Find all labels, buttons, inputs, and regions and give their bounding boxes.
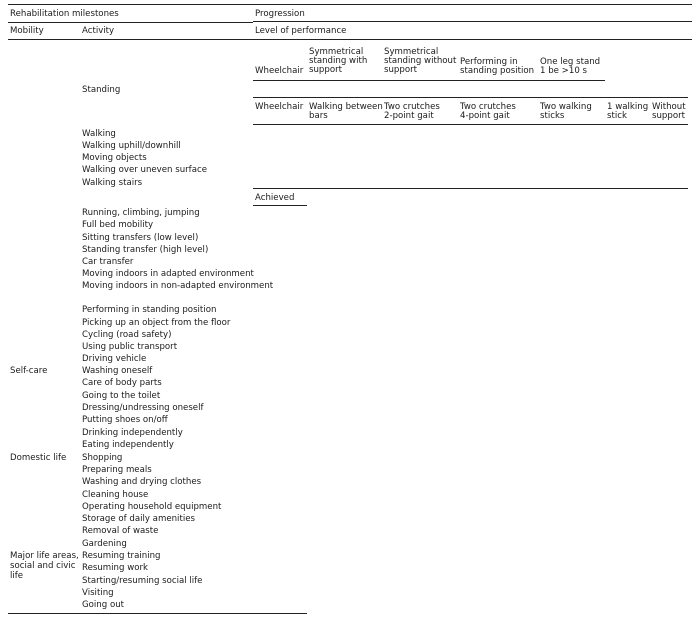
activity-dressing: Dressing/undressing oneself xyxy=(82,403,204,413)
standing-level-wheelchair: Wheelchair xyxy=(255,66,304,76)
walking-level-no-support: Without support xyxy=(652,102,686,122)
activity-eating: Eating independently xyxy=(82,440,174,450)
activity-indoors-adapted: Moving indoors in adapted environment xyxy=(82,269,254,279)
category-domestic: Domestic life xyxy=(10,453,67,463)
table-top-rule xyxy=(8,4,692,5)
activity-bed-mobility: Full bed mobility xyxy=(82,220,154,230)
achieved-rule xyxy=(253,205,307,206)
activity-public-transport: Using public transport xyxy=(82,342,178,352)
mobility-header: Mobility xyxy=(10,26,44,36)
standing-rule xyxy=(253,80,605,81)
activity-work: Resuming work xyxy=(82,563,148,573)
standing-level-without-support: Symmetrical standing without support xyxy=(384,47,457,76)
achieved-label: Achieved xyxy=(255,193,295,203)
activity-toilet: Going to the toilet xyxy=(82,391,161,401)
standing-level-performing: Performing in standing position xyxy=(460,57,535,77)
activity-social-life: Starting/resuming social life xyxy=(82,576,203,586)
progression-header: Progression xyxy=(255,9,305,19)
progression-rule xyxy=(253,21,692,22)
activity-driving: Driving vehicle xyxy=(82,354,147,364)
activity-indoors-non-adapted: Moving indoors in non-adapted environment xyxy=(82,281,274,291)
activity-moving-objects: Moving objects xyxy=(82,153,147,163)
standing-level-one-leg: One leg stand 1 be >10 s xyxy=(540,57,601,77)
activity-standing-transfer: Standing transfer (high level) xyxy=(82,245,209,255)
activity-gardening: Gardening xyxy=(82,539,127,549)
activity-car-transfer: Car transfer xyxy=(82,257,134,267)
walking-level-4pt: Two crutches 4-point gait xyxy=(460,102,516,122)
table-bottom-rule xyxy=(8,613,307,614)
activity-meals: Preparing meals xyxy=(82,465,152,475)
activity-shoes: Putting shoes on/off xyxy=(82,415,168,425)
walking-rule xyxy=(253,124,688,125)
milestones-header: Rehabilitation milestones xyxy=(10,9,119,19)
walking-level-one-stick: 1 walking stick xyxy=(607,102,649,122)
activity-cleaning: Cleaning house xyxy=(82,490,149,500)
activity-shopping: Shopping xyxy=(82,453,123,463)
activity-header: Activity xyxy=(82,26,115,36)
category-self-care: Self-care xyxy=(10,366,48,376)
activity-washing: Washing oneself xyxy=(82,366,153,376)
subheader-rule xyxy=(8,39,692,40)
activity-cycling: Cycling (road safety) xyxy=(82,330,172,340)
achieved-top-rule xyxy=(253,188,688,189)
activity-picking-up: Picking up an object from the floor xyxy=(82,318,231,328)
activity-performing-standing: Performing in standing position xyxy=(82,305,217,315)
activity-training: Resuming training xyxy=(82,551,161,561)
activity-uneven-surface: Walking over uneven surface xyxy=(82,165,207,175)
category-major-life: Major life areas, social and civic life xyxy=(10,551,79,581)
walking-level-bars: Walking between bars xyxy=(309,102,383,122)
walking-level-wheelchair: Wheelchair xyxy=(255,102,304,112)
activity-walking: Walking xyxy=(82,129,116,139)
activity-body-care: Care of body parts xyxy=(82,378,162,388)
activity-equipment: Operating household equipment xyxy=(82,502,222,512)
activity-clothes: Washing and drying clothes xyxy=(82,477,202,487)
level-header: Level of performance xyxy=(255,26,347,36)
activity-walking-hills: Walking uphill/downhill xyxy=(82,141,181,151)
activity-standing: Standing xyxy=(82,85,121,95)
standing-level-with-support: Symmetrical standing with support xyxy=(309,47,368,76)
activity-storage: Storage of daily amenities xyxy=(82,514,195,524)
activity-drinking: Drinking independently xyxy=(82,428,183,438)
activity-walking-stairs: Walking stairs xyxy=(82,178,143,188)
activity-sitting-transfers: Sitting transfers (low level) xyxy=(82,233,199,243)
activity-visiting: Visiting xyxy=(82,588,114,598)
walking-level-two-sticks: Two walking sticks xyxy=(540,102,592,122)
header-rule xyxy=(8,22,253,23)
activity-running: Running, climbing, jumping xyxy=(82,208,200,218)
activity-waste: Removal of waste xyxy=(82,526,159,536)
activity-going-out: Going out xyxy=(82,600,125,610)
walking-top-rule xyxy=(253,97,688,98)
walking-level-2pt: Two crutches 2-point gait xyxy=(384,102,440,122)
